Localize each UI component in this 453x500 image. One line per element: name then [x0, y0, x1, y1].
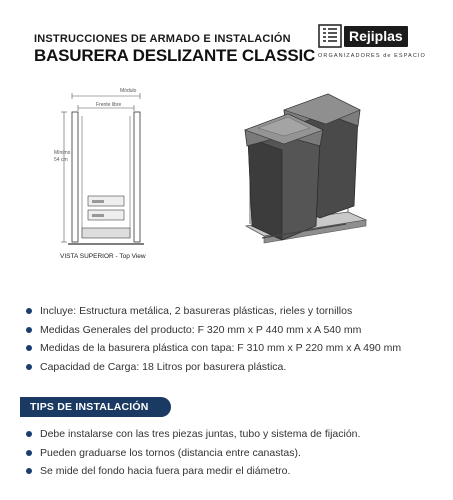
list-item: [24, 462, 444, 481]
tip-text: Debe instalarse con las tres piezas juntas, tubo y sistema de fijación.: [40, 428, 361, 440]
bullet-icon: [26, 308, 32, 314]
logo-tagline: ORGANIZADORES de ESPACIO: [318, 53, 426, 59]
brand-logo: [318, 22, 428, 64]
dimension-diagram: [54, 88, 169, 250]
tip-text: Pueden graduarse los tornos (distancia entre canastas).: [40, 446, 301, 459]
bullet-icon: [26, 450, 32, 456]
bullet-icon: [26, 364, 32, 370]
feature-text: Medidas de la basurera plástica con tapa: F 310 mm x P 220 mm x A 490 mm: [40, 342, 402, 354]
tips-list: [24, 425, 444, 481]
tips-banner: [20, 397, 171, 417]
document-heading: INSTRUCCIONES DE ARMADO E INSTALACIÓN: [34, 33, 291, 45]
tips-title: TIPS DE INSTALACIÓN: [30, 401, 149, 413]
diagram-caption: VISTA SUPERIOR - Top View: [60, 253, 146, 260]
dimension-label-minimo: Mínimo: [54, 150, 71, 156]
logo-mark-icon: [318, 24, 342, 48]
feature-text: Medidas Generales del producto: F 320 mm x P 440 mm x A 540 mm: [40, 323, 362, 336]
dimension-label-frente: Frente libre: [96, 102, 122, 108]
product-title: BASURERA DESLIZANTE CLASSIC: [34, 46, 316, 65]
bullet-icon: [26, 327, 32, 333]
logo-wordmark: Rejiplas: [344, 26, 408, 47]
feature-list: [24, 302, 444, 376]
list-item: [24, 444, 444, 463]
bullet-icon: [26, 431, 32, 437]
bullet-icon: [26, 468, 32, 474]
bullet-icon: [26, 345, 32, 351]
feature-text: Capacidad de Carga: 18 Litros por basurera plástica.: [40, 360, 287, 373]
dimension-label-height: 54 cm: [54, 157, 68, 163]
list-item: [24, 425, 444, 444]
tip-text: Se mide del fondo hacia fuera para medir el diámetro.: [40, 465, 291, 477]
list-item: [24, 321, 444, 340]
list-item: [24, 339, 444, 358]
feature-text: Incluye: Estructura metálica, 2 basureras plásticas, rieles y tornillos: [40, 305, 353, 317]
list-item: [24, 302, 444, 321]
list-item: [24, 358, 444, 377]
product-image: [228, 86, 368, 256]
dimension-label-modulo: Módulo: [120, 88, 137, 94]
